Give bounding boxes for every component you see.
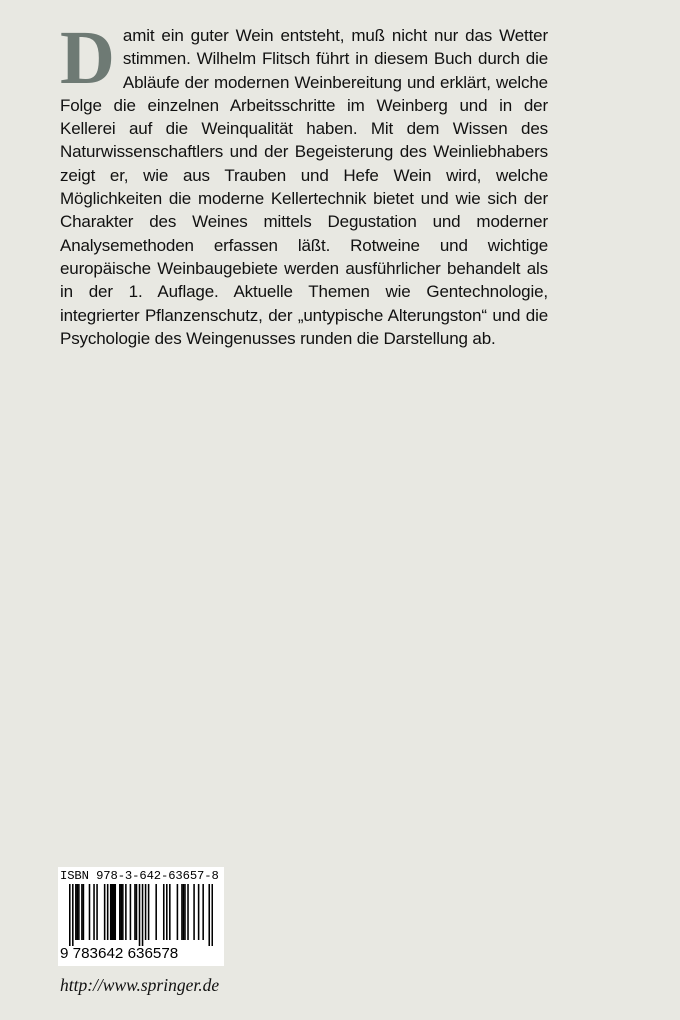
- barcode-bar: [145, 884, 147, 940]
- barcode-bar: [81, 884, 83, 940]
- barcode-bar: [183, 884, 185, 940]
- barcode-bar: [72, 884, 74, 946]
- back-cover-blurb: [60, 16, 548, 350]
- barcode-bar: [77, 884, 79, 940]
- barcode-bar: [166, 884, 168, 940]
- blurb-text: amit ein guter Wein entsteht, muß nicht nur das Wetter stimmen. Wilhelm Flitsch führt in diesem Buch durch die Abläufe der modernen Weinbereitung und erklärt, welche Folge die einzelnen Arbeitsschritte im Weinberg und in der Kellerei auf die Weinqualität haben. Mit dem Wissen des Naturwissenschaftlers und der Begeisterung des Weinliebhabers zeigt er, wie aus Trauben und Hefe Wein wird, welche Möglichkeiten die moderne Kellertechnik bietet und wie sich der Charakter des Weines mittels Degustation und moderner Analysemethoden erfassen läßt. Rotweine und wichtige europäische Weinbaugebiete werden ausführlicher behandelt als in der 1. Auflage. Aktuelle Themen wie Gentechnologie, integrierter Pflanzenschutz, der „untypische Alterungston“ und die Psychologie des Weingenusses runden die Darstellung ab.: [60, 26, 548, 348]
- barcode-bar: [122, 884, 124, 940]
- isbn-barcode-block: [58, 867, 224, 966]
- barcode-bar: [163, 884, 165, 940]
- barcode-bar: [184, 884, 186, 940]
- barcode-bar: [121, 884, 123, 940]
- isbn-digits: 9 783642 636578: [60, 945, 179, 962]
- barcode-bar: [114, 884, 116, 940]
- barcode-bar: [198, 884, 200, 940]
- barcode-bar: [75, 884, 77, 940]
- barcode-bar: [169, 884, 171, 940]
- barcode-bar: [111, 884, 113, 940]
- barcode-bar: [136, 884, 138, 940]
- drop-cap: D: [60, 16, 115, 100]
- barcode-bar: [202, 884, 204, 940]
- barcode-bar: [83, 884, 85, 940]
- publisher-url[interactable]: http://www.springer.de: [60, 975, 220, 995]
- barcode-bar: [113, 884, 115, 940]
- barcode-bar: [96, 884, 98, 940]
- barcode: [69, 884, 213, 946]
- barcode-bar: [187, 884, 189, 940]
- barcode-bar: [130, 884, 132, 940]
- barcode-bar: [177, 884, 179, 940]
- barcode-bar: [193, 884, 195, 940]
- barcode-bar: [78, 884, 80, 940]
- barcode-bar: [155, 884, 157, 940]
- barcode-bar: [139, 884, 141, 946]
- barcode-bar: [89, 884, 91, 940]
- barcode-bar: [134, 884, 136, 940]
- barcode-bar: [107, 884, 109, 940]
- barcode-bar: [125, 884, 127, 940]
- barcode-bar: [119, 884, 121, 940]
- barcode-bar: [181, 884, 183, 940]
- isbn-label: ISBN 978-3-642-63657-8: [60, 869, 219, 883]
- barcode-bar: [110, 884, 112, 940]
- barcode-bar: [142, 884, 144, 946]
- barcode-bar: [148, 884, 150, 940]
- barcode-bar: [208, 884, 210, 946]
- barcode-bar: [211, 884, 213, 946]
- barcode-bar: [104, 884, 106, 940]
- barcode-bar: [93, 884, 95, 940]
- barcode-bar: [69, 884, 71, 946]
